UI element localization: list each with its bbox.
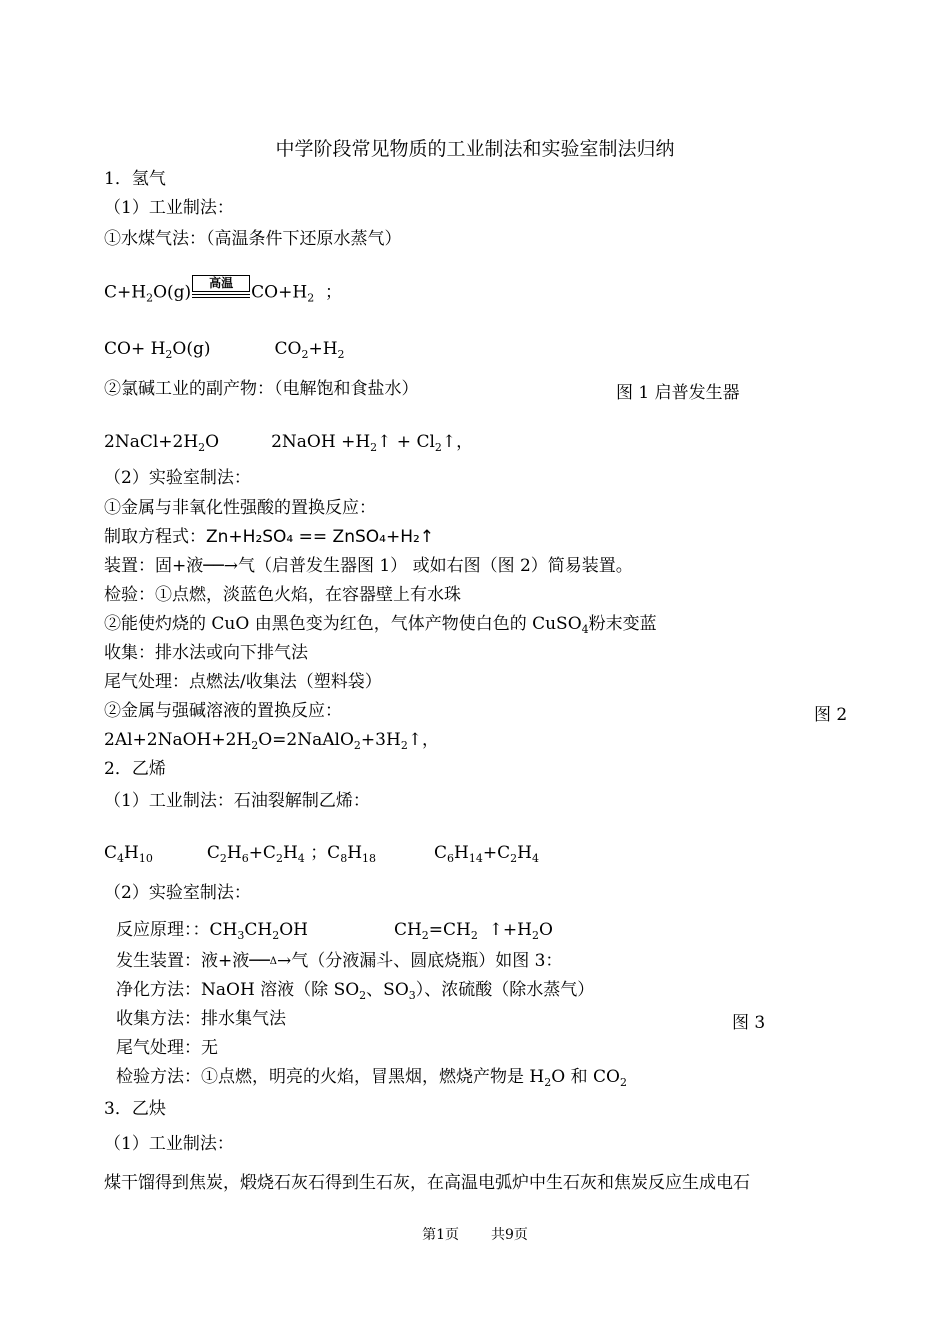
subheading-ethylene-industrial: （1）工业制法：石油裂解制乙烯：: [104, 791, 370, 811]
equation-chlor-alkali: $2NaCl+2H_2O$ 2NaOH $+H_2↑$ + $Cl_2↑$，: [104, 432, 474, 454]
equation-cracking: $C_4H_{10}$ $C_2H_6+C_2H_4$ ；$C_8H_{18}$ $C_6H_{14}+C_2H_4$: [104, 843, 539, 865]
equation-water-gas-2: $CO+ H_2O(g)$ $CO_2+H_2$: [104, 339, 345, 361]
section-heading-hydrogen: 1．氢气: [104, 169, 166, 189]
figure-1-label: 图 1 启普发生器: [616, 383, 740, 403]
line-generator: 发生装置：液+液──Δ→气（分液漏斗、圆底烧瓶）如图 3：: [116, 951, 563, 971]
line-ethylene-collection: 收集方法：排水集气法: [116, 1009, 286, 1029]
line-tail-gas: 尾气处理：点燃法/收集法（塑料袋）: [104, 672, 382, 692]
line-purification: 净化方法：NaOH 溶液（除 $SO_2$、$SO_3$）、浓硫酸（除水蒸气）: [116, 980, 595, 1002]
method-metal-base: ②金属与强碱溶液的置换反应：: [104, 701, 342, 721]
method-chlor-alkali: ②氯碱工业的副产物：（电解饱和食盐水）: [104, 379, 419, 399]
subheading-acetylene-industrial: （1）工业制法：: [104, 1134, 234, 1154]
subheading-ethylene-lab: （2）实验室制法：: [104, 883, 251, 903]
line-test-1: 检验：①点燃，淡蓝色火焰，在容器壁上有水珠: [104, 585, 461, 605]
line-ethylene-tail: 尾气处理：无: [116, 1038, 218, 1058]
equation-aluminum: $2Al+2NaOH+2H_2O=2NaAlO_2+3H_2↑$，: [104, 730, 440, 752]
line-apparatus: 装置：固+液──→气（启普发生器图 1） 或如右图（图 2）简易装置。: [104, 556, 633, 576]
line-equation-zn: 制取方程式：Zn+H₂SO₄ == ZnSO₄+H₂↑: [104, 527, 435, 547]
line-test-2: ②能使灼烧的 CuO 由黑色变为红色，气体产物使白色的 CuSO$_4$粉末变蓝: [104, 614, 657, 636]
equation-zn: Zn+H₂SO₄ == ZnSO₄+H₂↑: [206, 527, 435, 547]
figure-3-label: 图 3: [732, 1013, 766, 1033]
page-number: 第1页: [422, 1227, 459, 1243]
line-reaction-principle: 反应原理：：$CH_3CH_2OH$ $CH_2=CH_2$ $↑+H_2O$: [116, 920, 553, 942]
section-heading-acetylene: 3．乙炔: [104, 1099, 166, 1119]
document-title: 中学阶段常见物质的工业制法和实验室制法归纳: [275, 138, 675, 160]
line-collection: 收集：排水法或向下排气法: [104, 643, 308, 663]
figure-2-label: 图 2: [814, 705, 848, 725]
line-acetylene-process: 煤干馏得到焦炭，煅烧石灰石得到生石灰，在高温电弧炉中生石灰和焦炭反应生成电石: [104, 1173, 750, 1193]
line-ethylene-test: 检验方法：①点燃，明亮的火焰，冒黑烟，燃烧产物是 $H_2O$ 和 $CO_2$: [116, 1067, 627, 1089]
page-footer: [0, 1224, 950, 1244]
section-heading-ethylene: 2．乙烯: [104, 759, 166, 779]
subheading-lab: （2）实验室制法：: [104, 468, 251, 488]
page-total: 共9页: [491, 1227, 528, 1243]
method-metal-acid: ①金属与非氧化性强酸的置换反应：: [104, 498, 376, 518]
method-water-gas: ①水煤气法：（高温条件下还原水蒸气）: [104, 229, 402, 249]
subheading-industrial: （1）工业制法：: [104, 198, 234, 218]
condition-high-temp: 高温: [192, 281, 250, 305]
equation-water-gas-1: $C+H_2O(g)$ 高温 $CO+H_2$ ；: [104, 276, 342, 305]
